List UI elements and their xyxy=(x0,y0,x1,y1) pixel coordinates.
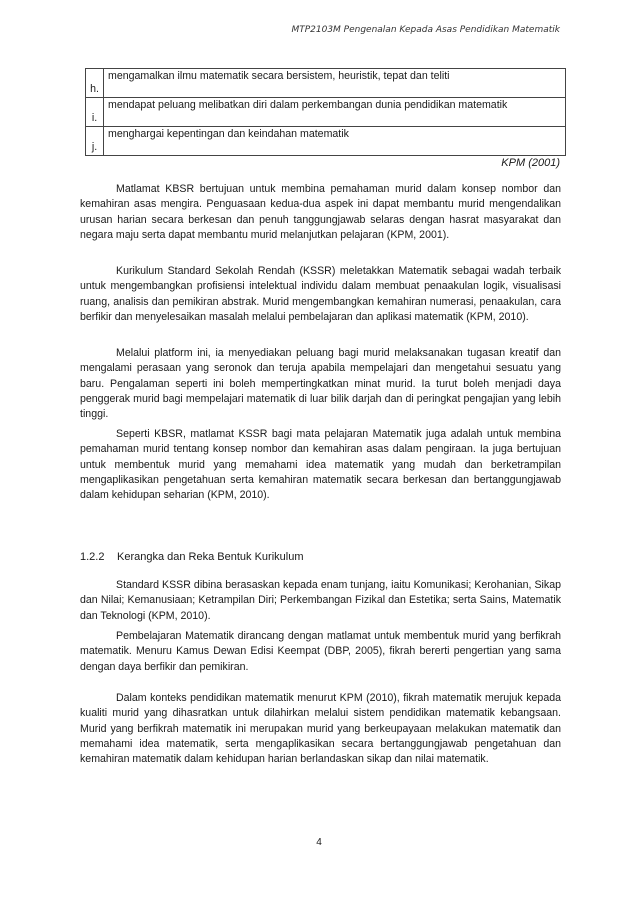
table-citation: KPM (2001) xyxy=(501,157,560,169)
paragraph-text: Matlamat KBSR bertujuan untuk membina pemahaman murid dalam konsep nombor dan kemahiran asas mengira. Penguasaan kedua-dua aspek ini dapat membantu murid mengendalikan urusan harian secara berkesan dan penuh tanggungjawab selaras dengan hasrat masyarakat dan negara maju serta dapat membantu murid melanjutkan pelajaran (KPM, 2001). xyxy=(80,183,561,241)
paragraph-kssr xyxy=(80,264,561,325)
paragraph-text: Kurikulum Standard Sekolah Rendah (KSSR) meletakkan Matematik sebagai wadah terbaik untuk mengembangkan profisiensi intelektual individu dalam membuat penaakulan logik, visualisasi ruang, analisis dan pemikiran abstrak. Murid mengembangkan kemahiran numerasi, penaakulan, cara berfikir dan menyelesaikan masalah melalui pembelajaran dan aplikasi matematik (KPM, 2010). xyxy=(80,265,561,323)
paragraph-text: Pembelajaran Matematik dirancang dengan matlamat untuk membentuk murid yang berfikrah matematik. Menuru Kamus Dewan Edisi Keempat (DBP, 2005), fikrah bererti pengertian yang sama dengan daya berfikir dan pemikiran. xyxy=(80,630,561,673)
section-heading xyxy=(80,551,304,563)
row-text: mendapat peluang melibatkan diri dalam perkembangan dunia pendidikan matematik xyxy=(104,98,566,127)
paragraph-text: Seperti KBSR, matlamat KSSR bagi mata pelajaran Matematik juga adalah untuk membina pemahaman murid tentang konsep nombor dan kemahiran asas dalam pengiraan. Ia juga bertujuan untuk membentuk murid yang memahami idea matematik yang mudah dan berketrampilan mengaplikasikan pengetahuan serta kemahiran matematik secara berkesan dan bertanggungjawab dalam kehidupan seharian (KPM, 2010). xyxy=(80,428,561,502)
paragraph-standard-kssr xyxy=(80,578,561,624)
paragraph-platform xyxy=(80,346,561,422)
running-header: MTP2103M Pengenalan Kepada Asas Pendidikan Matematik xyxy=(291,25,560,35)
paragraph-text: Melalui platform ini, ia menyediakan peluang bagi murid melaksanakan tugasan kreatif dan mengalami perasaan yang seronok dan teruja apabila mempelajari dan mengetahui sesuatu yang baru. Pengalaman seperti ini boleh mempertingkatkan minat murid. Ia turut boleh menjadi daya penggerak murid bagi mempelajari matematik di luar bilik darjah dan di peringkat pengajian yang lebih tinggi. xyxy=(80,347,561,421)
row-text: menghargai kepentingan dan keindahan matematik xyxy=(104,127,566,156)
paragraph-text: Dalam konteks pendidikan matematik menurut KPM (2010), fikrah matematik merujuk kepada kualiti murid yang dihasratkan untuk dilahirkan melalui sistem pendidikan matematik kebangsaan. Murid yang berfikrah matematik ini merupakan murid yang berkeupayaan melakukan matematik dan memahami idea matematik, serta mengaplikasikan secara bertanggungjawab pengetahuan dan kemahiran matematik dalam kehidupan harian berlandaskan sikap dan nilai matematik. xyxy=(80,692,561,766)
row-letter: h. xyxy=(86,69,104,98)
paragraph-text: Standard KSSR dibina berasaskan kepada enam tunjang, iaitu Komunikasi; Kerohanian, Sikap dan Nilai; Kemanusiaan; Ketrampilan Diri; Perkembangan Fizikal dan Estetika; serta Sains, Matematik dan Teknologi (KPM, 2010). xyxy=(80,579,561,622)
section-number: 1.2.2 xyxy=(80,551,105,563)
row-letter: j. xyxy=(86,127,104,156)
objectives-table xyxy=(85,68,566,156)
table-row xyxy=(86,69,566,98)
paragraph-context xyxy=(80,691,561,767)
row-text: mengamalkan ilmu matematik secara bersistem, heuristik, tepat dan teliti xyxy=(104,69,566,98)
section-title: Kerangka dan Reka Bentuk Kurikulum xyxy=(117,551,304,563)
page-number: 4 xyxy=(316,837,322,848)
table-row xyxy=(86,98,566,127)
paragraph-fikrah xyxy=(80,629,561,675)
table-row xyxy=(86,127,566,156)
paragraph-kssr-aim xyxy=(80,427,561,503)
paragraph-kbsr-aim xyxy=(80,182,561,243)
row-letter: i. xyxy=(86,98,104,127)
